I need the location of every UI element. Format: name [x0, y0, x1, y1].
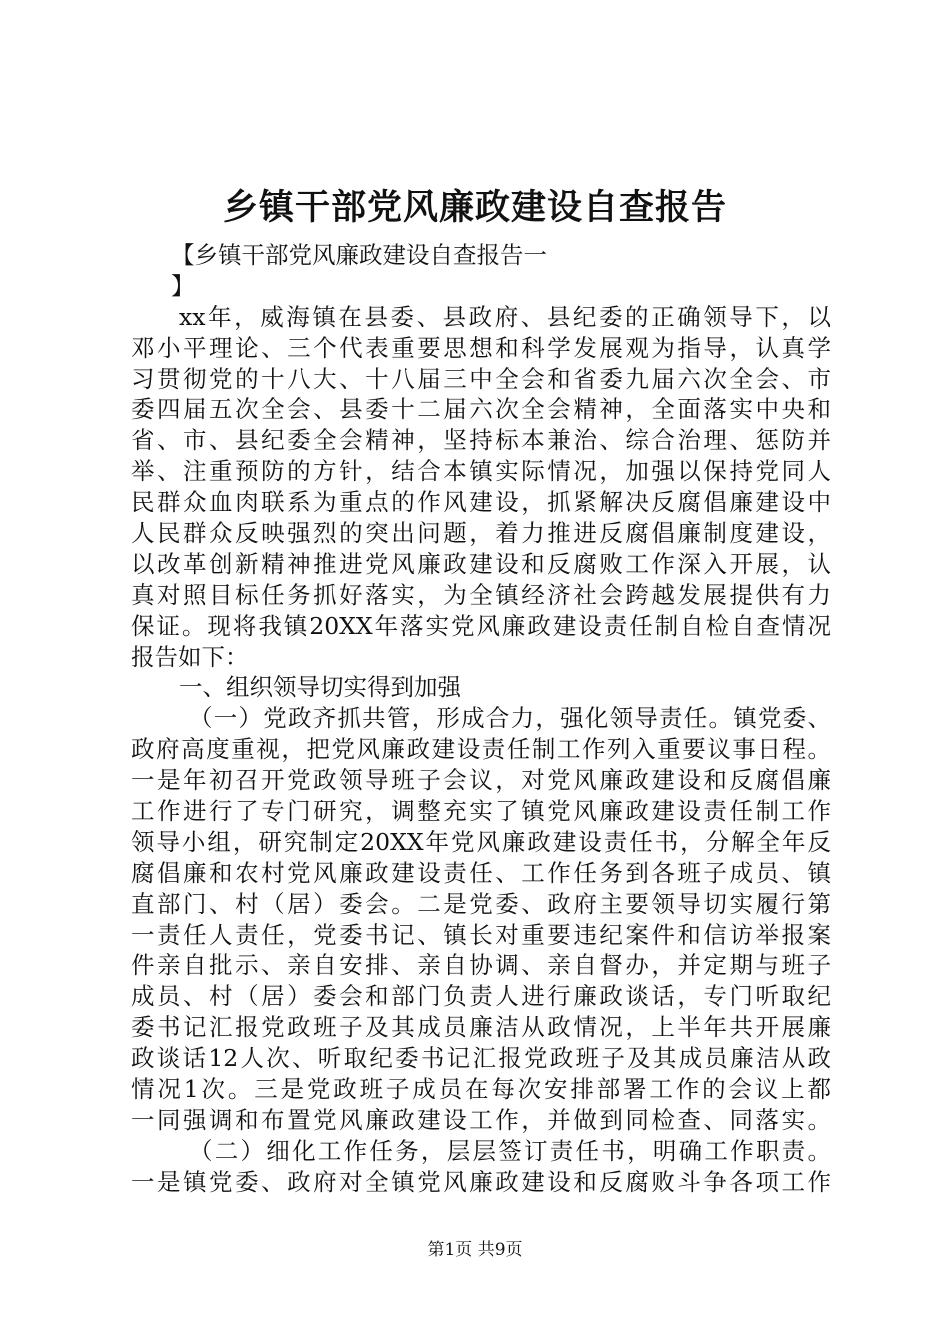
subtitle-line: 】: [171, 271, 195, 300]
paragraph-line: 邓小平理论、三个代表重要思想和科学发展观为指导，认真学: [131, 333, 831, 362]
paragraph-line: 政府高度重视，把党风廉政建设责任制工作列入重要议事日程。: [131, 735, 831, 764]
paragraph-line: 以改革创新精神推进党风廉政建设和反腐败工作深入开展，认: [131, 549, 831, 578]
paragraph-line: 一责任人责任，党委书记、镇长对重要违纪案件和信访举报案: [131, 920, 831, 949]
paragraph-line: 工作进行了专门研究，调整充实了镇党风廉政建设责任制工作: [131, 797, 831, 826]
paragraph-line: 情况1次。三是党政班子成员在每次安排部署工作的会议上都: [131, 1075, 831, 1104]
paragraph-line: 委书记汇报党政班子及其成员廉洁从政情况，上半年共开展廉: [131, 1013, 831, 1042]
paragraph-line: 真对照目标任务抓好落实，为全镇经济社会跨越发展提供有力: [131, 580, 831, 609]
paragraph-line: xx年，威海镇在县委、县政府、县纪委的正确领导下，以: [179, 302, 831, 331]
paragraph-line: 直部门、村（居）委会。二是党委、政府主要领导切实履行第: [131, 889, 831, 918]
paragraph-line: 人民群众反映强烈的突出问题，着力推进反腐倡廉制度建设，: [131, 519, 831, 548]
paragraph-line: 政谈话12人次、听取纪委书记汇报党政班子及其成员廉洁从政: [131, 1044, 831, 1073]
document-title: 乡镇干部党风廉政建设自查报告: [222, 187, 727, 228]
paragraph-line: 一是年初召开党政领导班子会议，对党风廉政建设和反腐倡廉: [131, 766, 831, 795]
paragraph-line: 民群众血肉联系为重点的作风建设，抓紧解决反腐倡廉建设中: [131, 488, 831, 517]
paragraph-line: 一是镇党委、政府对全镇党风廉政建设和反腐败斗争各项工作: [131, 1167, 831, 1196]
paragraph-line: 报告如下：: [131, 642, 249, 671]
paragraph-line: 习贯彻党的十八大、十八届三中全会和省委九届六次全会、市: [131, 364, 831, 393]
paragraph-line: 成员、村（居）委会和部门负责人进行廉政谈话，专门听取纪: [131, 982, 831, 1011]
paragraph-line: 腐倡廉和农村党风廉政建设责任、工作任务到各班子成员、镇: [131, 858, 831, 887]
paragraph-line: （二）细化工作任务，层层签订责任书，明确工作职责。: [189, 1136, 831, 1165]
paragraph-line: 省、市、县纪委全会精神，坚持标本兼治、综合治理、惩防并: [131, 426, 831, 455]
paragraph-line: （一）党政齐抓共管，形成合力，强化领导责任。镇党委、: [189, 704, 831, 733]
paragraph-line: 一同强调和布置党风廉政建设工作，并做到同检查、同落实。: [131, 1105, 831, 1134]
subtitle-line: 【乡镇干部党风廉政建设自查报告一: [171, 241, 547, 269]
paragraph-line: 举、注重预防的方针，结合本镇实际情况，加强以保持党同人: [131, 457, 831, 486]
paragraph-line: 委四届五次全会、县委十二届六次全会精神，全面落实中央和: [131, 395, 831, 424]
paragraph-line: 领导小组，研究制定20XX年党风廉政建设责任书，分解全年反: [131, 827, 831, 856]
paragraph-line: 保证。现将我镇20XX年落实党风廉政建设责任制自检自查情况: [131, 611, 831, 640]
page-footer: 第1页 共9页: [427, 1240, 523, 1260]
document-body: [131, 240, 831, 1198]
paragraph-line: 件亲自批示、亲自安排、亲自协调、亲自督办，并定期与班子: [131, 951, 831, 980]
section-heading: 一、组织领导切实得到加强: [179, 673, 461, 702]
